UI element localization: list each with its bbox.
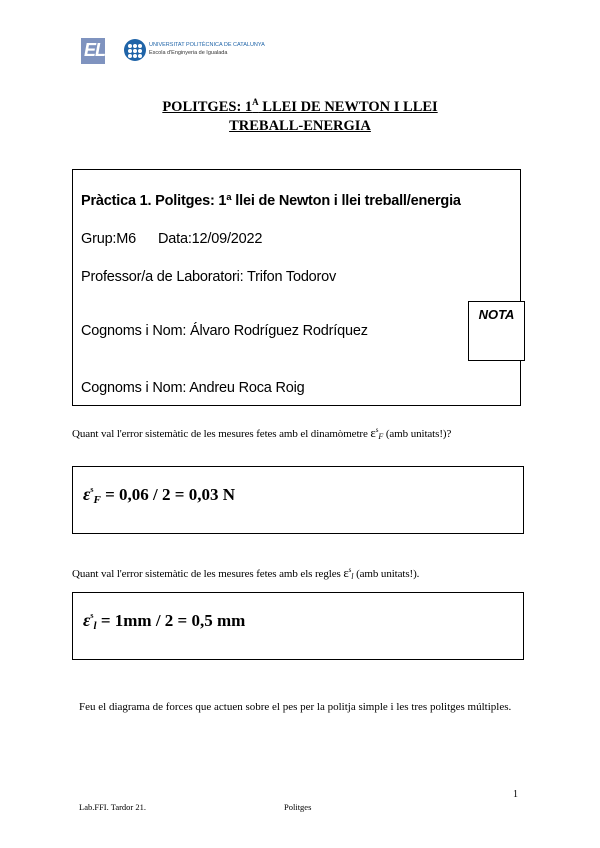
q1-sup: s	[375, 426, 379, 434]
answer1-sup: s	[90, 485, 94, 494]
footer-course: Lab.FFI. Tardor 21.	[79, 802, 147, 812]
answer-box-2	[72, 592, 524, 660]
q2-symbol: ε	[343, 565, 349, 580]
question-2	[72, 565, 419, 581]
info-box	[72, 169, 521, 406]
upc-name: UNIVERSITAT POLITÈCNICA DE CATALUNYA	[149, 42, 265, 48]
title-line1-prefix: POLITGES: 1	[162, 98, 253, 115]
q2-text-before: Quant val l'error sistemàtic de les mesures fetes amb els regles	[72, 568, 344, 580]
eel-logo-text: EL	[84, 40, 106, 60]
footer-topic: Politges	[284, 802, 312, 812]
answer2-symbol: ε	[83, 610, 91, 630]
page-number: 1	[513, 789, 518, 800]
grade-box	[468, 301, 525, 361]
answer2-sub: l	[93, 620, 97, 632]
page-title	[100, 93, 500, 136]
answer1-symbol: ε	[83, 484, 91, 504]
q2-sup: s	[348, 566, 352, 574]
q1-text-after: (amb unitats!)?	[383, 428, 452, 440]
answer2-sup: s	[90, 611, 94, 620]
q1-text-before: Quant val l'error sistemàtic de les mesures fetes amb el dinamòmetre	[72, 428, 371, 440]
q2-text-after: (amb unitats!).	[353, 568, 420, 580]
diagram-instruction: Feu el diagrama de forces que actuen sobre el pes per la politja simple i les tres politges múltiples.	[79, 701, 512, 713]
date-value: Data:12/09/2022	[158, 231, 263, 247]
school-name: Escola d'Enginyeria de Igualada	[149, 50, 228, 56]
answer-1	[83, 484, 235, 506]
professor-line: Professor/a de Laboratori: Trifon Todorov	[81, 269, 337, 285]
student-name-1: Cognoms i Nom: Álvaro Rodríguez Rodríquez	[81, 323, 368, 339]
q2-sub: l	[351, 572, 354, 581]
answer-box-1	[72, 466, 524, 534]
eel-logo	[81, 38, 105, 64]
title-line2: TREBALL-ENERGIA	[229, 117, 371, 134]
answer1-sub: F	[93, 494, 101, 506]
title-line1-suffix: LLEI DE NEWTON I LLEI	[258, 98, 438, 115]
q1-symbol: ε	[370, 425, 376, 440]
grade-label: NOTA	[478, 307, 515, 322]
question-1	[72, 425, 451, 441]
answer1-expression: = 0,06 / 2 = 0,03 N	[100, 485, 235, 504]
answer-2	[83, 610, 245, 632]
answer2-expression: = 1mm / 2 = 0,5 mm	[96, 611, 246, 630]
practice-title: Pràctica 1. Politges: 1ª llei de Newton i llei treball/energia	[81, 193, 461, 209]
group-value: Grup:M6	[81, 231, 137, 247]
student-name-2: Cognoms i Nom: Andreu Roca Roig	[81, 380, 305, 396]
upc-logo-icon	[124, 39, 146, 61]
title-line1-sup: A	[252, 97, 259, 107]
group-date-line	[81, 231, 262, 247]
q1-sub: F	[378, 432, 384, 441]
